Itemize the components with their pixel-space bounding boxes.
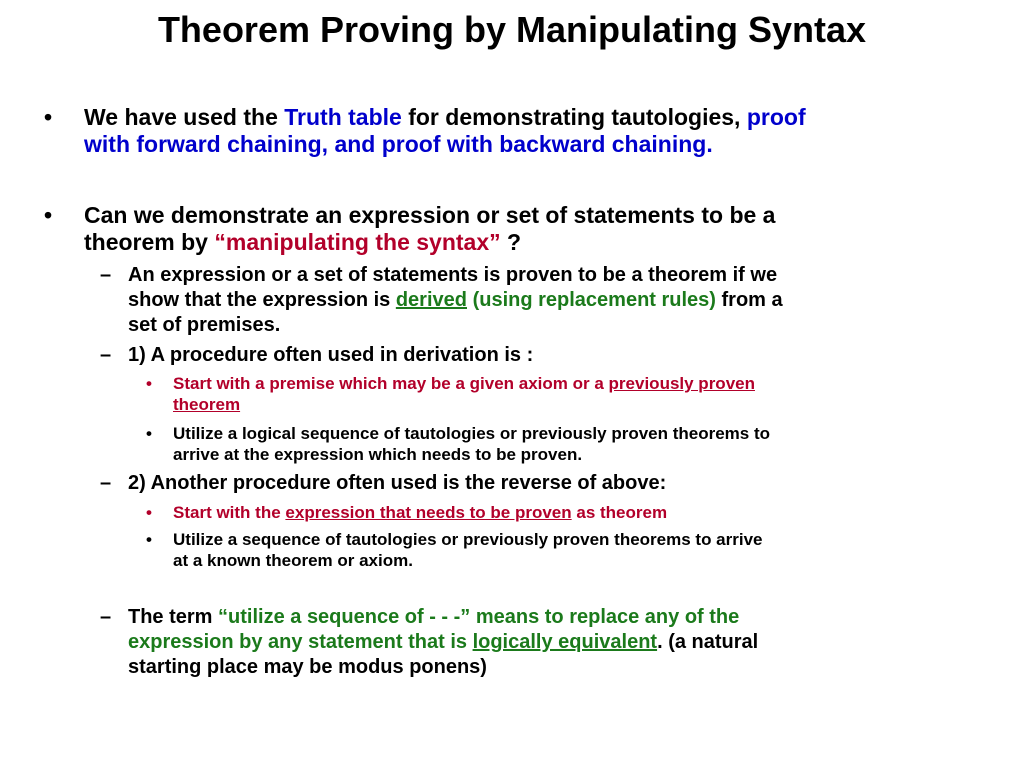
- expression-to-prove-term: expression that needs to be proven: [285, 503, 572, 522]
- sub-sub-bullet-start-premise: [146, 373, 1003, 415]
- sub-bullet-the-term: [100, 605, 998, 680]
- expression-replacement-text: expression by any statement that is: [128, 631, 473, 653]
- sub-bullet-text: starting place may be modus ponens): [128, 656, 487, 678]
- replacement-rules-term: (using replacement rules): [472, 289, 716, 311]
- theorem-term: theorem: [173, 395, 241, 414]
- sub-bullet-procedure-2: [100, 471, 998, 496]
- slide-title: Theorem Proving by Manipulating Syntax: [157, 9, 867, 50]
- bullet-marker: •: [146, 374, 152, 393]
- derived-term: derived: [395, 289, 467, 311]
- bullet-marker: •: [146, 530, 152, 549]
- sub-bullet-text: from a: [715, 289, 783, 311]
- bullet-marker: •: [44, 202, 53, 228]
- truth-table-term: Truth table: [284, 104, 402, 130]
- bullet-text: theorem by: [84, 229, 215, 255]
- sub-sub-bullet-text: as theorem: [571, 503, 668, 522]
- sub-sub-bullet-text: arrive at the expression which needs to be proven.: [173, 445, 583, 464]
- sub-sub-bullet-start-expression: [146, 502, 1003, 523]
- sub-sub-bullet-utilize-sequence: [146, 529, 1003, 571]
- bullet-marker: •: [146, 503, 152, 522]
- sub-bullet-text: The term: [128, 606, 219, 628]
- bullet-text: ?: [500, 229, 522, 255]
- sub-bullet-procedure-1: [100, 343, 998, 368]
- bullet-text: for demonstrating tautologies,: [401, 104, 747, 130]
- dash-marker: –: [100, 606, 112, 628]
- sub-bullet-text: An expression or a set of statements is proven to be a theorem if we: [128, 264, 778, 286]
- sub-sub-bullet-utilize-logical: [146, 423, 1003, 465]
- dash-marker: –: [100, 472, 112, 494]
- sub-bullet-text: 2) Another procedure often used is the reverse of above:: [128, 472, 667, 494]
- bullet-text: Can we demonstrate an expression or set of statements to be a: [84, 202, 776, 228]
- sub-sub-bullet-text: at a known theorem or axiom.: [173, 551, 413, 570]
- bullet-text: We have used the: [84, 104, 285, 130]
- bullet-marker: •: [44, 104, 53, 130]
- bullet-marker: •: [146, 424, 152, 443]
- sub-bullet-text: 1) A procedure often used in derivation is :: [128, 344, 534, 366]
- dash-marker: –: [100, 344, 112, 366]
- sub-bullet-text: . (a natural: [657, 631, 759, 653]
- sub-sub-bullet-text: Utilize a sequence of tautologies or previously proven theorems to arrive: [173, 530, 763, 549]
- sub-bullet-text: show that the expression is: [128, 289, 396, 311]
- sub-bullet-proven-definition: [100, 263, 998, 338]
- dash-marker: –: [100, 264, 112, 286]
- utilize-sequence-term: “utilize a sequence of - - -” means to replace any of the: [218, 606, 740, 628]
- bullet-manipulating-syntax: [44, 202, 994, 256]
- bullet-truth-table: [44, 104, 994, 158]
- sub-sub-bullet-text: Utilize a logical sequence of tautologies or previously proven theorems to: [173, 424, 771, 443]
- chaining-terms: with forward chaining, and proof with backward chaining.: [84, 131, 713, 157]
- sub-sub-bullet-text: Start with the: [173, 503, 286, 522]
- sub-bullet-text: set of premises.: [128, 314, 281, 336]
- logically-equivalent-term: logically equivalent: [472, 631, 658, 653]
- previously-proven-term: previously proven: [608, 374, 755, 393]
- manipulating-syntax-term: “manipulating the syntax”: [214, 229, 501, 255]
- proof-term: proof: [746, 104, 806, 130]
- sub-sub-bullet-text: Start with a premise which may be a given axiom or a: [173, 374, 609, 393]
